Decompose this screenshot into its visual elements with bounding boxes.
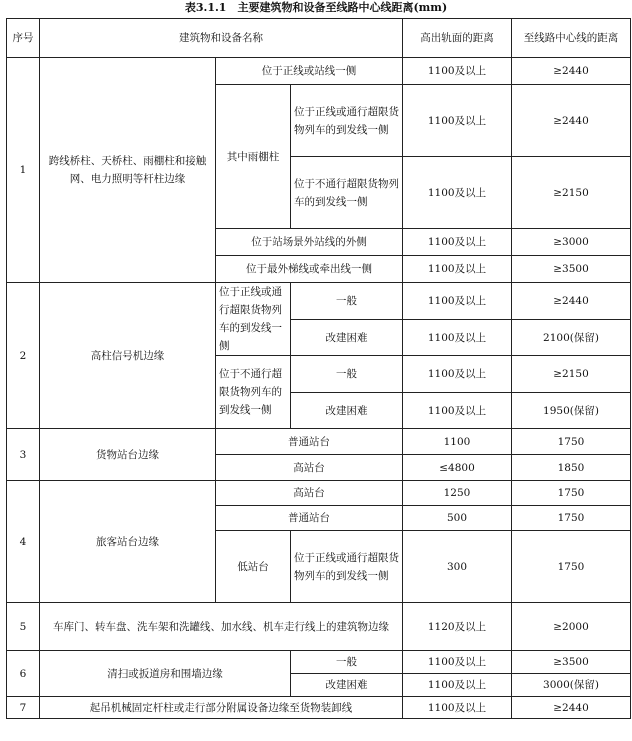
table-row <box>7 58 631 85</box>
height-cell: 1100及以上 <box>403 393 512 429</box>
table-row <box>7 697 631 719</box>
row-no: 3 <box>7 429 40 481</box>
height-cell: 1100及以上 <box>403 157 512 229</box>
distance-cell: ≥3500 <box>512 256 631 283</box>
height-cell: 1100及以上 <box>403 356 512 393</box>
row-label: 改建困难 <box>291 320 403 356</box>
row-label: 位于站场景外站线的外侧 <box>216 229 403 256</box>
height-cell: 1120及以上 <box>403 603 512 651</box>
row-label: 高站台 <box>216 455 403 481</box>
row-no: 5 <box>7 603 40 651</box>
height-cell: 1100及以上 <box>403 85 512 157</box>
table-row <box>7 481 631 506</box>
row-name: 高柱信号机边缘 <box>40 283 216 429</box>
row-name: 货物站台边缘 <box>40 429 216 481</box>
distance-cell: 1950(保留) <box>512 393 631 429</box>
table-row <box>7 283 631 320</box>
row-name: 旅客站台边缘 <box>40 481 216 603</box>
table-row <box>7 651 631 674</box>
height-cell: 1100及以上 <box>403 256 512 283</box>
distance-cell: 3000(保留) <box>512 674 631 697</box>
height-cell: 1100及以上 <box>403 283 512 320</box>
height-cell: 1100及以上 <box>403 229 512 256</box>
distance-cell: ≥3500 <box>512 651 631 674</box>
height-cell: 1100及以上 <box>403 320 512 356</box>
distance-cell: 1750 <box>512 429 631 455</box>
table-title: 表3.1.1 主要建筑物和设备至线路中心线距离(mm) <box>184 1 448 14</box>
distance-cell: 1750 <box>512 481 631 506</box>
table-row <box>7 603 631 651</box>
distance-cell: ≥2150 <box>512 157 631 229</box>
header-no: 序号 <box>7 19 40 58</box>
row-name: 跨线桥柱、天桥柱、雨棚柱和接触网、电力照明等杆柱边缘 <box>40 58 216 283</box>
row-no: 7 <box>7 697 40 719</box>
header-name: 建筑物和设备名称 <box>40 19 403 58</box>
sub-label: 位于不通行超限货物列车的到发线一侧 <box>216 356 291 429</box>
row-label: 位于不通行超限货物列车的到发线一侧 <box>291 157 403 229</box>
row-no: 2 <box>7 283 40 429</box>
height-cell: 1100及以上 <box>403 697 512 719</box>
row-label: 一般 <box>291 651 403 674</box>
row-label: 改建困难 <box>291 393 403 429</box>
height-cell: ≤4800 <box>403 455 512 481</box>
height-cell: 500 <box>403 506 512 531</box>
sub-label: 位于正线或通行超限货物列车的到发线一侧 <box>216 283 291 356</box>
row-label: 普通站台 <box>216 429 403 455</box>
height-cell: 1250 <box>403 481 512 506</box>
header-height: 高出轨面的距离 <box>403 19 512 58</box>
row-label: 位于正线或通行超限货物列车的到发线一侧 <box>291 85 403 157</box>
distance-cell: ≥2440 <box>512 697 631 719</box>
row-label: 改建困难 <box>291 674 403 697</box>
row-label: 位于正线或通行超限货物列车的到发线一侧 <box>291 531 403 603</box>
header-row <box>7 19 631 58</box>
distance-cell: ≥2440 <box>512 283 631 320</box>
height-cell: 1100及以上 <box>403 651 512 674</box>
row-no: 6 <box>7 651 40 697</box>
header-distance: 至线路中心线的距离 <box>512 19 631 58</box>
sub-label: 低站台 <box>216 531 291 603</box>
height-cell: 1100及以上 <box>403 674 512 697</box>
row-no: 4 <box>7 481 40 603</box>
distance-cell: 1750 <box>512 531 631 603</box>
row-label: 位于正线或站线一侧 <box>216 58 403 85</box>
row-label: 普通站台 <box>216 506 403 531</box>
row-label: 位于最外梯线或牵出线一侧 <box>216 256 403 283</box>
row-label: 一般 <box>291 356 403 393</box>
row-name: 车库门、转车盘、洗车架和洗罐线、加水线、机车走行线上的建筑物边缘 <box>40 603 403 651</box>
row-name: 清扫或扳道房和围墙边缘 <box>40 651 291 697</box>
distance-cell: 1750 <box>512 506 631 531</box>
height-cell: 1100及以上 <box>403 58 512 85</box>
distance-cell: ≥2440 <box>512 58 631 85</box>
row-no: 1 <box>7 58 40 283</box>
sub-label: 其中雨棚柱 <box>216 85 291 229</box>
distance-cell: ≥2440 <box>512 85 631 157</box>
table-row <box>7 429 631 455</box>
distance-cell: ≥3000 <box>512 229 631 256</box>
row-label: 一般 <box>291 283 403 320</box>
distance-cell: 2100(保留) <box>512 320 631 356</box>
row-label: 高站台 <box>216 481 403 506</box>
height-cell: 1100 <box>403 429 512 455</box>
distance-cell: 1850 <box>512 455 631 481</box>
distance-cell: ≥2000 <box>512 603 631 651</box>
distance-cell: ≥2150 <box>512 356 631 393</box>
height-cell: 300 <box>403 531 512 603</box>
clearance-table <box>6 18 631 719</box>
row-name: 起吊机械固定杆柱或走行部分附属设备边缘至货物装卸线 <box>40 697 403 719</box>
